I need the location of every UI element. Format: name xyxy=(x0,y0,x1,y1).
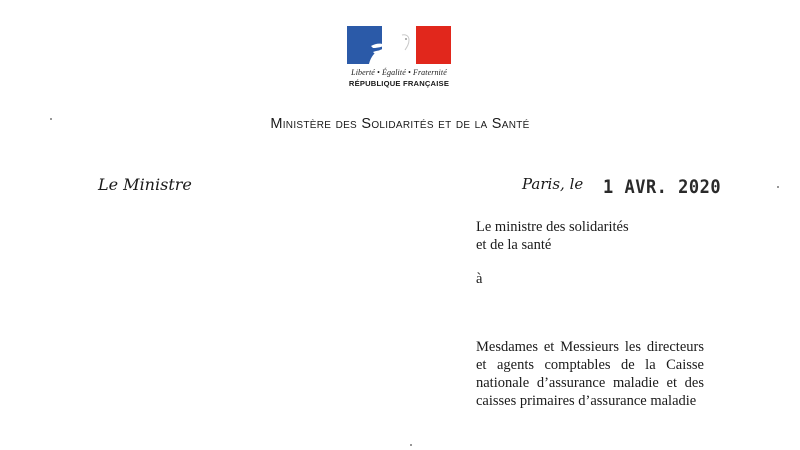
sender-line: Le ministre des solidarités xyxy=(476,219,629,235)
date-stamp: 1 AVR. 2020 xyxy=(603,176,722,199)
to-marker: à xyxy=(476,271,483,287)
signatory-title: Le Ministre xyxy=(98,175,192,194)
republic-motto: Liberté • Égalité • Fraternité xyxy=(351,68,447,77)
letterhead-logo xyxy=(343,26,455,88)
recipient-line: et agents comptables de la Caisse xyxy=(476,357,704,373)
recipient-line: caisses primaires d’assurance maladie xyxy=(476,393,697,409)
scan-speck xyxy=(410,444,412,446)
scan-speck xyxy=(777,186,779,188)
ministry-title: Ministère des Solidarités et de la Santé xyxy=(270,116,530,132)
recipient-line: nationale d’assurance maladie et des xyxy=(476,375,704,391)
scan-speck xyxy=(50,118,52,120)
recipient-line: Mesdames et Messieurs les directeurs xyxy=(476,339,704,355)
republic-name: RÉPUBLIQUE FRANÇAISE xyxy=(348,79,450,88)
marianne-logo-icon xyxy=(347,26,451,64)
sender-block xyxy=(476,218,629,254)
date-place: Paris, le xyxy=(522,175,584,193)
recipient-block xyxy=(476,338,704,410)
sender-line: et de la santé xyxy=(476,237,552,253)
